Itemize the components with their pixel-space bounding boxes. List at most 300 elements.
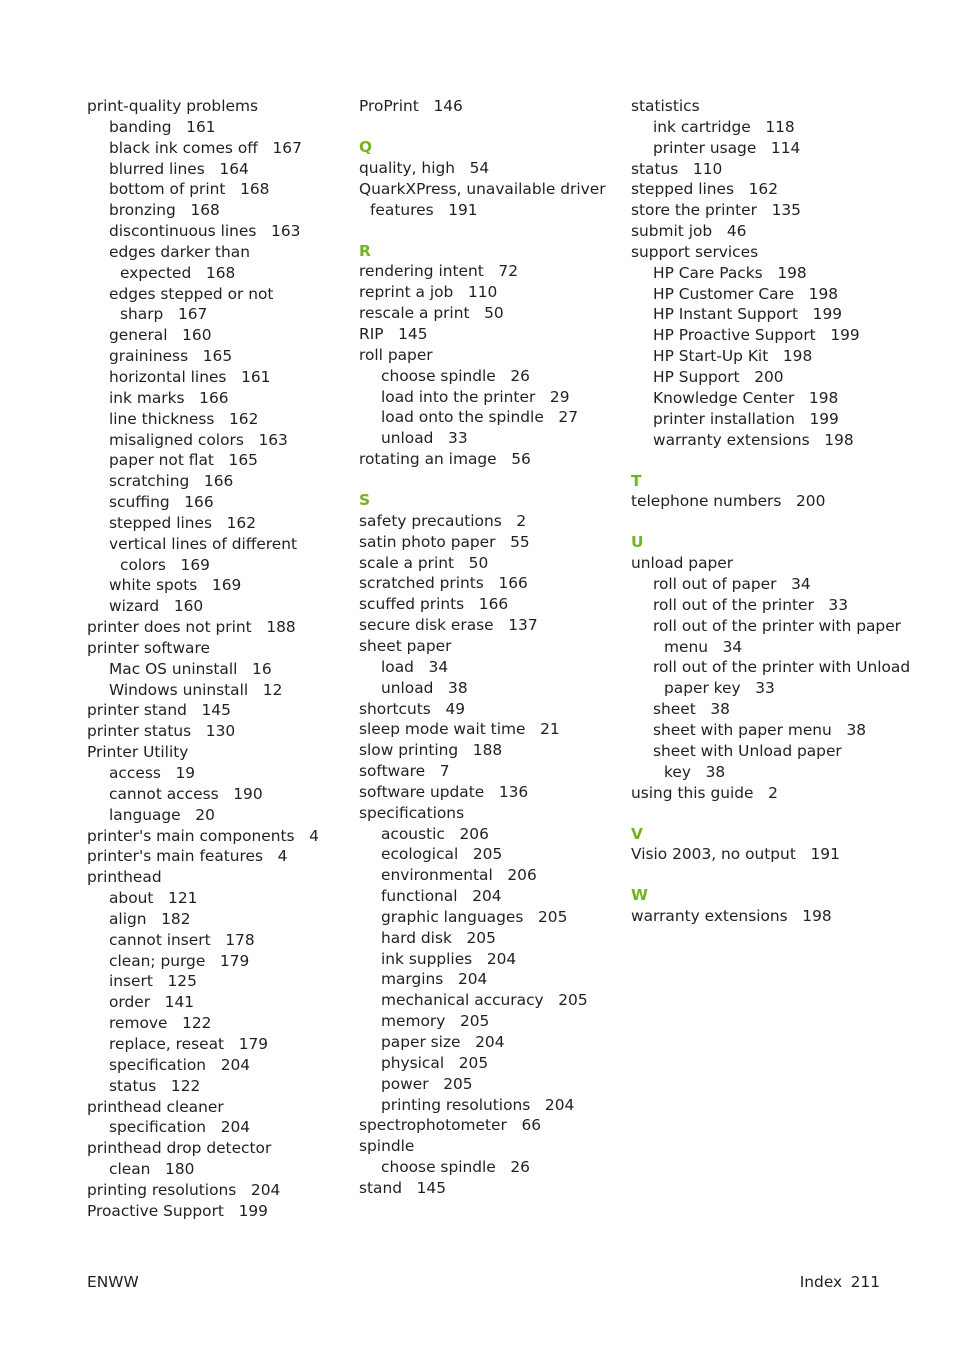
page-reference-link[interactable]: 4 [309, 826, 319, 845]
index-entry [359, 532, 621, 553]
index-term: rescale a print [359, 304, 470, 323]
index-entry [631, 906, 931, 927]
page-reference-link[interactable]: 55 [510, 532, 530, 551]
page-reference-link[interactable]: 16 [252, 659, 272, 678]
page-reference-link[interactable]: 200 [796, 492, 826, 511]
index-entry [359, 282, 621, 303]
index-term: secure disk erase [359, 616, 494, 635]
index-term: unload [381, 429, 434, 448]
index-term: sheet [653, 700, 696, 719]
page-reference-link[interactable]: 21 [540, 720, 560, 739]
index-term: order [109, 993, 151, 1012]
page-reference-link[interactable]: 198 [808, 284, 839, 303]
index-term: line thickness [109, 409, 215, 428]
page-reference-link[interactable]: 66 [521, 1116, 542, 1135]
index-term: roll out of the printer with paper [653, 616, 901, 635]
index-subentry [359, 886, 621, 907]
index-subentry [359, 844, 621, 865]
page-reference-link[interactable]: 118 [765, 117, 795, 136]
index-subentry [87, 1117, 347, 1138]
index-term: access [109, 764, 161, 782]
index-term: hard disk [381, 928, 452, 947]
index-entry [87, 1201, 347, 1222]
index-term: Knowledge Center [653, 388, 795, 407]
index-term: white spots [109, 576, 198, 595]
index-subentry [87, 1055, 347, 1076]
index-term: safety precautions [359, 511, 502, 530]
page-reference-link[interactable]: 168 [240, 180, 270, 199]
page-reference-link[interactable]: 188 [266, 618, 296, 637]
page-reference-link[interactable]: 26 [510, 1158, 530, 1177]
page-reference-link[interactable]: 38 [448, 678, 468, 697]
footer-left [87, 1272, 139, 1292]
index-term: graphic languages [381, 907, 524, 926]
index-term: print-quality problems [87, 97, 258, 115]
page-reference-link[interactable]: 199 [830, 326, 860, 345]
page-reference-link[interactable]: 180 [165, 1160, 195, 1179]
page-reference-link[interactable]: 2 [516, 511, 527, 530]
index-term: wizard [109, 597, 160, 616]
index-subentry [87, 304, 347, 325]
page-reference-link[interactable]: 182 [161, 909, 191, 928]
page-reference-link[interactable]: 204 [220, 1118, 251, 1137]
index-subentry [631, 263, 931, 284]
index-subentry [359, 1032, 621, 1053]
page-reference-link[interactable]: 204 [544, 1095, 575, 1114]
index-entry [359, 636, 621, 657]
index-subentry [359, 990, 621, 1011]
page-reference-link[interactable]: 34 [428, 657, 449, 676]
index-subentry [631, 304, 931, 325]
page-reference-link[interactable]: 130 [205, 722, 236, 741]
page-reference-link[interactable]: 179 [219, 951, 250, 970]
index-subentry [359, 678, 621, 699]
page-reference-link[interactable]: 163 [271, 222, 301, 241]
index-subentry [87, 117, 347, 138]
page-reference-link[interactable]: 33 [755, 679, 775, 698]
index-subentry [359, 366, 621, 387]
index-subentry [631, 409, 931, 430]
index-term: status [109, 1076, 157, 1095]
index-entry [87, 1097, 347, 1118]
index-term: printhead [87, 868, 162, 887]
index-term: paper key [664, 679, 741, 698]
page-reference-link[interactable]: 165 [202, 347, 233, 366]
index-term: warranty extensions [631, 907, 788, 926]
index-subentry [87, 909, 347, 930]
index-subentry [87, 388, 347, 409]
index-subentry [631, 117, 931, 138]
index-term: shortcuts [359, 699, 431, 718]
page-reference-link[interactable]: 50 [484, 304, 504, 323]
index-subentry [631, 741, 931, 762]
index-entry [359, 303, 621, 324]
index-subentry [87, 138, 347, 159]
index-term: scratching [109, 472, 190, 491]
page-reference-link[interactable]: 199 [238, 1201, 268, 1220]
page-reference-link[interactable]: 160 [182, 326, 212, 345]
index-subentry [87, 409, 347, 430]
index-subentry [359, 928, 621, 949]
section-gap [359, 470, 621, 490]
index-term: HP Customer Care [653, 284, 795, 303]
index-subentry [87, 784, 347, 805]
page-reference-link[interactable]: 137 [508, 616, 538, 635]
index-term: HP Instant Support [653, 305, 799, 324]
index-term: printhead drop detector [87, 1139, 272, 1158]
page-reference-link[interactable]: 169 [180, 555, 210, 574]
index-term: rotating an image [359, 450, 497, 469]
page-reference-link[interactable]: 166 [184, 493, 214, 512]
index-term: ProPrint [359, 97, 419, 115]
index-column-3 [631, 96, 931, 927]
page-reference-link[interactable]: 161 [186, 117, 216, 136]
page-reference-link[interactable]: 20 [195, 805, 215, 824]
index-term: Printer Utility [87, 743, 189, 762]
index-term: printer's main components [87, 826, 295, 845]
index-term: bronzing [109, 201, 176, 220]
index-subentry [359, 907, 621, 928]
index-subentry [631, 138, 931, 159]
page-reference-link[interactable]: 163 [258, 430, 288, 449]
page-reference-link[interactable]: 56 [511, 450, 531, 469]
page-reference-link[interactable]: 199 [809, 409, 839, 428]
index-term: slow printing [359, 741, 459, 760]
section-letter-q: Q [359, 138, 373, 157]
index-term: software update [359, 782, 485, 801]
index-entry [359, 158, 621, 179]
index-term: printer software [87, 638, 210, 657]
page-reference-link[interactable]: 198 [802, 907, 832, 926]
page-reference-link[interactable]: 169 [211, 576, 242, 595]
index-term: sheet with Unload paper [653, 741, 842, 760]
index-entry [87, 1180, 347, 1201]
section-gap [359, 220, 621, 240]
page-reference-link[interactable]: 205 [459, 1012, 490, 1031]
page-reference-link[interactable]: 198 [808, 388, 839, 407]
index-entry [631, 221, 931, 242]
index-entry [631, 783, 931, 804]
index-subentry [87, 430, 347, 451]
page-reference-link[interactable]: 162 [229, 409, 259, 428]
section-letter-v: V [631, 824, 643, 843]
index-term: align [109, 909, 147, 928]
index-term: stand [359, 1178, 403, 1197]
index-entry [359, 761, 621, 782]
page-reference-link[interactable]: 166 [199, 388, 229, 407]
index-entry [87, 96, 347, 117]
page-reference-link[interactable]: 205 [466, 928, 496, 947]
index-term: printhead cleaner [87, 1097, 224, 1116]
page-reference-link[interactable]: 204 [475, 1033, 505, 1051]
index-term: menu [664, 637, 708, 656]
page-reference-link[interactable]: 7 [439, 762, 450, 781]
index-term: roll out of paper [653, 575, 777, 594]
page-reference-link[interactable]: 2 [768, 783, 778, 802]
index-subentry [87, 555, 347, 576]
index-entry [359, 1115, 621, 1136]
index-term: store the printer [631, 201, 757, 220]
page-reference-link[interactable]: 198 [824, 430, 854, 449]
section-gap [359, 117, 621, 137]
index-subentry [359, 1074, 621, 1095]
index-subentry [87, 971, 347, 992]
index-term: physical [381, 1053, 445, 1072]
page-reference-link[interactable]: 136 [498, 782, 529, 801]
index-term: status [631, 159, 679, 178]
index-term: unload [381, 678, 434, 697]
index-subentry [87, 680, 347, 701]
page-reference-link[interactable]: 198 [777, 263, 807, 282]
index-subentry [631, 595, 931, 616]
page-reference-link[interactable]: 205 [458, 1053, 489, 1072]
page-reference-link[interactable]: 188 [472, 741, 503, 760]
page-reference-link[interactable]: 168 [190, 201, 220, 220]
index-subentry [87, 992, 347, 1013]
index-entry [631, 242, 931, 263]
page-reference-link[interactable]: 33 [448, 429, 468, 448]
index-term: printer does not print [87, 618, 252, 637]
index-term: unload paper [631, 554, 734, 573]
page-reference-link[interactable]: 54 [469, 158, 490, 177]
index-subentry [87, 242, 347, 263]
section-letter-w: W [631, 886, 648, 905]
page-reference-link[interactable]: 46 [726, 222, 747, 241]
index-subentry [87, 221, 347, 242]
page-reference-link[interactable]: 166 [498, 574, 528, 593]
index-subentry [631, 762, 931, 783]
page-reference-link[interactable]: 178 [225, 930, 255, 949]
index-term: memory [381, 1012, 446, 1031]
page-reference-link[interactable]: 121 [168, 889, 198, 908]
index-term: using this guide [631, 783, 754, 802]
page-reference-link[interactable]: 205 [558, 991, 588, 1010]
index-entry [359, 615, 621, 636]
page-reference-link[interactable]: 206 [459, 824, 489, 843]
page-reference-link[interactable]: 125 [167, 972, 197, 991]
index-term: printing resolutions [381, 1095, 531, 1114]
index-entry [359, 261, 621, 282]
index-term: stepped lines [109, 513, 212, 532]
index-subentry [631, 699, 931, 720]
page-reference-link[interactable]: 141 [164, 993, 195, 1012]
index-term: remove [109, 1014, 168, 1033]
page-reference-link[interactable]: 72 [498, 262, 519, 281]
page-reference-link[interactable]: 164 [219, 159, 249, 178]
index-term: edges darker than [109, 242, 250, 261]
page-reference-link[interactable]: 162 [226, 513, 257, 532]
index-entry [359, 1178, 621, 1199]
page-reference-link[interactable]: 161 [241, 367, 271, 386]
index-entry [359, 1136, 621, 1157]
page-reference-link[interactable]: 145 [416, 1178, 447, 1197]
index-subentry [359, 407, 621, 428]
page-reference-link[interactable]: 160 [173, 597, 204, 616]
index-subentry [87, 284, 347, 305]
page-reference-link[interactable]: 190 [233, 784, 263, 803]
page-reference-link[interactable]: 33 [828, 595, 849, 614]
page-reference-link[interactable]: 26 [510, 366, 530, 385]
index-subentry [87, 200, 347, 221]
index-term: printer's main features [87, 847, 264, 866]
page-reference-link[interactable]: 19 [175, 764, 196, 782]
page-reference-link[interactable]: 179 [238, 1034, 269, 1053]
page-reference-link[interactable]: 145 [398, 324, 428, 343]
page-reference-link[interactable]: 166 [203, 472, 234, 491]
index-term: ink cartridge [653, 117, 751, 136]
index-entry [87, 617, 347, 638]
index-subentry [87, 930, 347, 951]
page-reference-link[interactable]: 38 [710, 700, 730, 719]
page-reference-link[interactable]: 38 [705, 762, 726, 781]
page-reference-link[interactable]: 204 [220, 1055, 251, 1074]
index-subentry [631, 637, 931, 658]
page-reference-link[interactable]: 110 [467, 283, 498, 302]
page-reference-link[interactable]: 166 [478, 595, 509, 614]
index-entry [359, 740, 621, 761]
page-reference-link[interactable]: 110 [692, 159, 723, 178]
index-subentry [87, 951, 347, 972]
page-reference-link[interactable]: 191 [810, 845, 840, 864]
index-term: power [381, 1074, 429, 1093]
page-reference-link[interactable]: 204 [472, 887, 502, 906]
page-reference-link[interactable]: 50 [468, 553, 489, 572]
page-reference-link[interactable]: 205 [537, 907, 568, 926]
page-reference-link[interactable]: 145 [201, 701, 231, 720]
index-term: paper size [381, 1033, 461, 1051]
page-reference-link[interactable]: 204 [250, 1180, 281, 1199]
index-term: Windows uninstall [109, 680, 249, 699]
index-subentry [87, 534, 347, 555]
page-reference-link[interactable]: 198 [782, 347, 813, 366]
index-term: clean [109, 1160, 151, 1179]
page-reference-link[interactable]: 191 [448, 200, 478, 219]
index-entry [87, 700, 347, 721]
index-entry [87, 846, 347, 867]
index-term: functional [381, 887, 458, 906]
page-reference-link[interactable]: 200 [754, 367, 784, 386]
page-reference-link[interactable]: 205 [443, 1074, 473, 1093]
index-subentry [87, 888, 347, 909]
index-subentry [87, 513, 347, 534]
index-subentry [359, 657, 621, 678]
index-subentry [359, 1157, 621, 1178]
index-subentry [87, 596, 347, 617]
page-reference-link[interactable]: 27 [558, 408, 579, 427]
index-subentry [87, 346, 347, 367]
index-term: replace, reseat [109, 1034, 225, 1053]
page-reference-link[interactable]: 204 [457, 970, 488, 989]
index-subentry [87, 1159, 347, 1180]
index-subentry [631, 388, 931, 409]
page-reference-link[interactable]: 168 [205, 263, 236, 282]
page-reference-link[interactable]: 34 [722, 637, 743, 656]
page-reference-link[interactable]: 122 [170, 1076, 201, 1095]
page-reference-link[interactable]: 135 [771, 201, 801, 220]
index-subentry [359, 1095, 621, 1116]
index-term: vertical lines of different [109, 534, 298, 553]
index-term: load [381, 657, 414, 676]
index-subentry [359, 824, 621, 845]
index-term: features [370, 200, 434, 219]
footer-right [800, 1272, 880, 1292]
page-reference-link[interactable]: 29 [549, 387, 570, 406]
page-reference-link[interactable]: 165 [228, 451, 258, 470]
index-entry [359, 345, 621, 366]
index-subentry [359, 949, 621, 970]
index-term: HP Support [653, 367, 740, 386]
index-entry [87, 742, 347, 763]
index-subentry [87, 763, 347, 784]
index-term: RIP [359, 324, 384, 343]
page-reference-link[interactable]: 167 [272, 138, 302, 157]
index-term: edges stepped or not [109, 284, 274, 303]
index-entry [87, 721, 347, 742]
index-subentry [87, 575, 347, 596]
page-reference-link[interactable]: 12 [262, 680, 283, 699]
index-subentry [87, 659, 347, 680]
index-term: load onto the spindle [381, 408, 544, 427]
section-letter-s: S [359, 491, 371, 510]
section-gap [631, 865, 931, 885]
index-term: bottom of print [109, 180, 226, 199]
index-term: expected [120, 263, 192, 282]
index-subentry [631, 346, 931, 367]
page-reference-link[interactable]: 4 [277, 847, 288, 866]
index-entry [359, 803, 621, 824]
index-subentry [359, 1053, 621, 1074]
page-reference-link[interactable]: 205 [472, 845, 503, 864]
index-term: language [109, 805, 181, 824]
index-term: HP Start-Up Kit [653, 347, 769, 366]
index-term: specifications [359, 803, 465, 822]
index-term: discontinuous lines [109, 222, 257, 241]
index-term: stepped lines [631, 180, 734, 199]
index-term: HP Care Packs [653, 263, 763, 282]
index-term: printer stand [87, 701, 187, 720]
index-term: scuffed prints [359, 595, 465, 614]
page-reference-link[interactable]: 122 [182, 1014, 212, 1033]
index-subentry [87, 367, 347, 388]
index-term: margins [381, 970, 444, 989]
index-term: printer installation [653, 409, 795, 428]
index-subentry [87, 805, 347, 826]
page-reference-link[interactable]: 167 [177, 305, 208, 324]
page-reference-link[interactable]: 114 [770, 138, 801, 157]
page-reference-link[interactable]: 38 [846, 721, 867, 739]
page-reference-link[interactable]: 199 [812, 305, 843, 324]
page-reference-link[interactable]: 34 [791, 575, 811, 594]
section-gap [631, 803, 931, 823]
index-entry [631, 553, 931, 574]
page-reference-link[interactable]: 162 [748, 180, 779, 199]
index-term: telephone numbers [631, 492, 782, 511]
index-term: QuarkXPress, unavailable driver [359, 179, 606, 198]
index-subentry [87, 492, 347, 513]
index-subentry [87, 471, 347, 492]
index-term: blurred lines [109, 159, 205, 178]
index-term: clean; purge [109, 951, 206, 970]
index-term: sheet with paper menu [653, 721, 832, 739]
index-subentry [87, 179, 347, 200]
index-entry [631, 491, 931, 512]
index-entry [359, 96, 621, 117]
page-reference-link[interactable]: 206 [507, 866, 537, 885]
footer-index-label: Index [799, 1273, 843, 1291]
page-reference-link[interactable]: 204 [486, 949, 517, 968]
page-reference-link[interactable]: 146 [433, 97, 463, 115]
page-reference-link[interactable]: 49 [445, 699, 466, 718]
